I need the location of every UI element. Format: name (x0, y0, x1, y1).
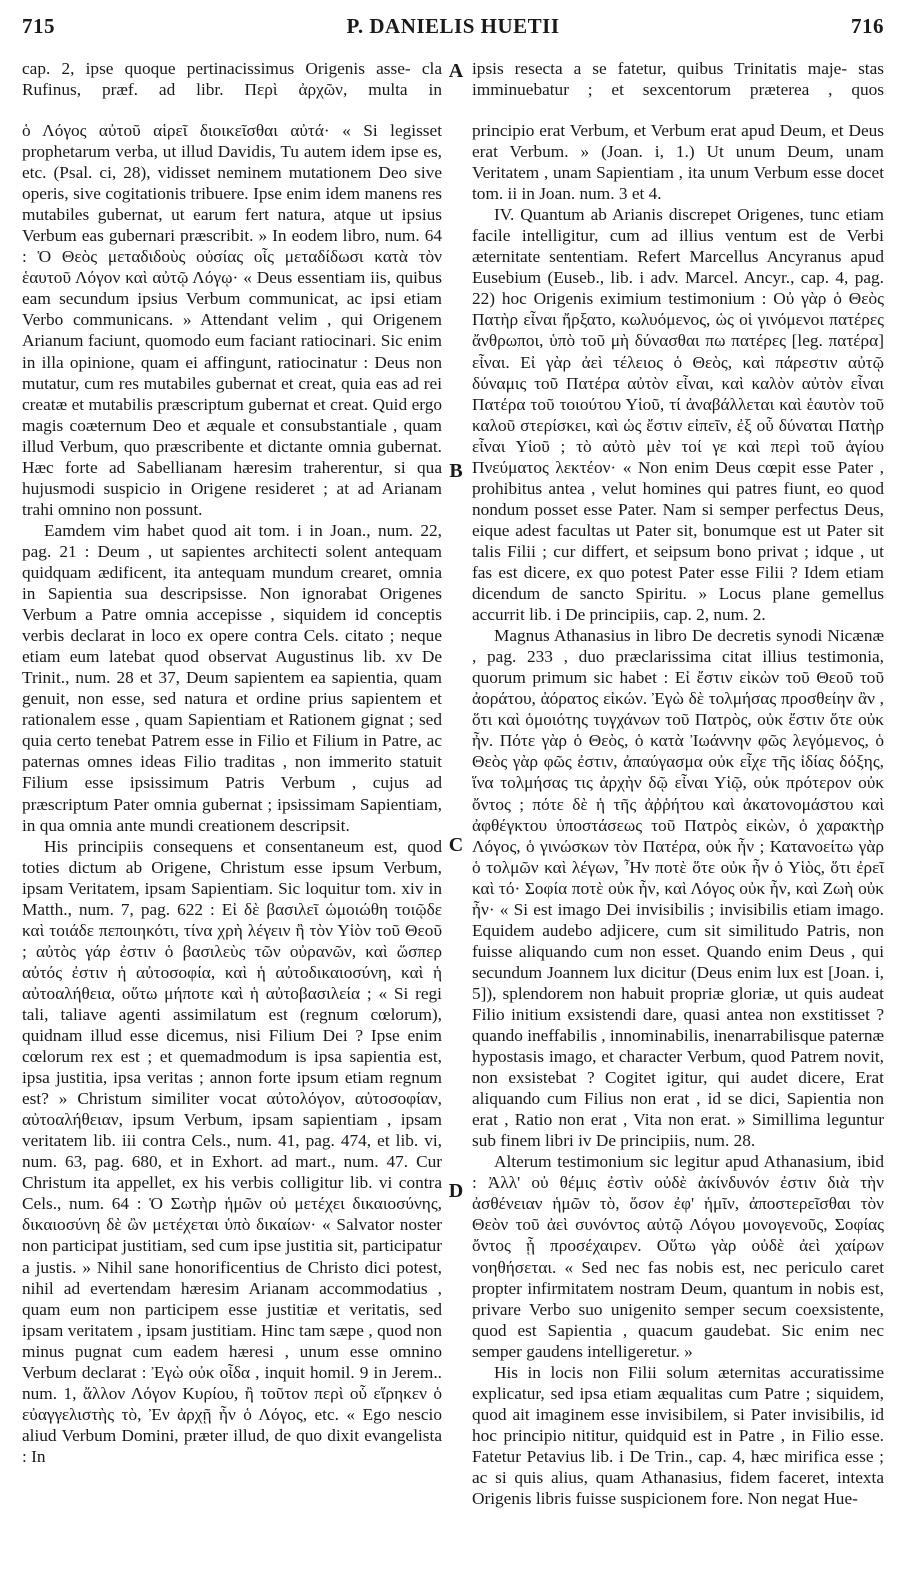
paragraph: ὁ Λόγος αὐτοῦ αἱρεῖ διοικεῖσθαι αὐτά· « Si legisset prophetarum verba, ut illud Davidis, Tu autem idem ipse es, etc. (Psal. ci, 28), vidisset neminem mutationem Deo sive operis, sive cogitationis tribuere. Ipse enim idem manens res mutabiles gubernat, ut earum fert natura, atque ut ipsius Verbum eas gubernari præscribit. » In eodem libro, num. 64 : Ὁ Θεὸς μεταδιδοὺς οὐσίας οἷς μεταδίδωσι κατὰ τὸν ἑαυτοῦ Λόγον καὶ αὐτῷ Λόγῳ· « Deus essentiam iis, quibus eam secundum ipsius Verbum communicat, ac ipsi etiam Verbo communicans. » Attendant velim , qui Origenem Arianum faciunt, quomodo eum faciant ratiocinari. Sic enim in illa opinione, quam ei affingunt, ratiocinatur : Deus non mutatur, cum res mutabiles gubernat et creat, quia eas ad rei creatæ et mutabilis præscriptum gubernat et creat. Quid ergo magis coæternum Deo et æquale et consubstantiale , quam illud Verbum, quo præscribente et dictante omnia gubernat. Hæc forte ad Sabellianam hæresim traherentur, si qua hujusmodi suspicio in Origene resideret ; at ad Arianam trahi omnino non possunt. (22, 121, 442, 519)
running-title: P. DANIELIS HUETII (346, 14, 560, 38)
paragraph: Magnus Athanasius in libro De decretis synodi Nicænæ , pag. 233 , duo præclarissima citat illius testimonia, quorum primum sic habet : Εἰ ἔστιν εἰκὼν τοῦ Θεοῦ τοῦ ἀοράτου, ἀόρατος εἰκών. Ἐγὼ δὲ τολμήσας προσθείην ἂν , ὅτι καὶ ὁμοιότης τυγχάνων τοῦ Πατρὸς, οὐκ ἔστιν ὅτε οὐκ ἦν. Πότε γὰρ ὁ Θεὸς, ὁ κατὰ Ἰωάννην φῶς λεγόμενος, ὁ Θεὸς γὰρ φῶς ἐστιν, ἀπαύγασμα οὐκ εἶχε τῆς ἰδίας δόξης, ἵνα τολμήσας τις ἀρχὴν δῷ εἶναι Υἱῷ, οὐκ πρότερον οὐκ ὄντος ; πότε δὲ ἡ τῆς ἀῤῥήτου καὶ ἀκατονομάστου καὶ ἀφθέγκτου ὑποστάσεως τοῦ Πατρὸς εἰκὼν, ὁ χαρακτὴρ Λόγος, ὁ γινώσκων τὸν Πατέρα, οὐκ ἦν ; Κατανοείτω γὰρ ὁ τολμῶν καὶ λέγων, Ἦν ποτὲ ὅτε οὐκ ἦν ὁ Υἱὸς, ὅτι ἐρεῖ καὶ τό· Σοφία ποτὲ οὐκ ἦν, καὶ Λόγος οὐκ ἦν, καὶ Ζωὴ οὐκ ἦν· « Si est imago Dei invisibilis ; invisibilis etiam imago. Equidem audebo adjicere, cum sit similitudo Patris, non fuisse aliquando cum non esset. Quando enim Deus , qui secundum Joannem lux dicitur (Deus enim lux est [Joan. i, 5]), splendorem non habuit propriæ gloriæ, ut quis audeat Filio initium exsistendi dare, quasi antea non exstitisset ? quando ineffabilis , innominabilis, inenarrabilisque paternæ hypostasis imago, et character Verbum, quod Patrem novit, non exsistebat ? Cogitet igitur, qui audet dicere, Erat aliquando cum Filius non erat , id se dici, Sapientia non erat , Ratio non erat , Vita non erat. » Simillima leguntur sub finem libri iv De principiis, num. 28. (472, 626, 884, 1151)
paragraph: His in locis non Filii solum æternitas accuratissime explicatur, sed ipsa etiam æqualitas cum Patre ; siquidem, quod ait imaginem esse invisibilem, si Pater invisibilis, id hoc principio nititur, quidquid est in Patre , in Filio esse. Fatetur Petavius lib. i De Trin., cap. 4, hæc mirifica esse ; ac si quis alius, quam Athanasius, fidem faceret, intexta Origenis libris fuisse suspicionem fore. Non negat Hue- (472, 1362, 884, 1509)
page-number-left: 715 (22, 14, 55, 38)
margin-letter-d: D (448, 1180, 464, 1202)
top-text-right: ipsis resecta a se fatetur, quibus Trinitatis maje- stas imminuebatur ; et sexcentorum præterea , quos (472, 59, 884, 99)
margin-letter-b: B (449, 460, 463, 482)
paragraph: Alterum testimonium sic legitur apud Athanasium, ibid : Ἀλλ' οὐ θέμις ἐστὶν οὐδὲ ἀκίνδυνόν ἐστιν διὰ τὴν ἀσθένειαν ἡμῶν τὸ, ὅσον ἐφ' ἡμῖν, ἀποστερεῖσθαι τὸν Θεὸν τοῦ ἀεὶ συνόντος αὐτῷ Λόγου μονογενοῦς, Σοφίας ὄντος ᾗ προσέχαιρεν. Οὕτω γὰρ οὐδὲ ἀεὶ χαίρων νοηθήσεται. « Sed nec fas nobis est, nec periculo caret propter infirmitatem nostram Deum, quantum in nobis est, privare Verbo suo unigenito semper secum coexsistente, quod est Sapientia , quacum gaudebat. Sic enim nec semper gaudens intelligeretur. » (472, 1152, 884, 1361)
left-column (22, 120, 442, 1467)
paragraph: principio erat Verbum, et Verbum erat apud Deum, et Deus erat Verbum. » (Joan. i, 1.) Ut unum Deum, unam Veritatem , unam Sapientiam , ita unum Verbum esse docet tom. ii in Joan. num. 3 et 4. (472, 121, 884, 204)
top-text-left: cap. 2, ipse quoque pertinacissimus Origenis asse- cla Rufinus, præf. ad libr. Περὶ ἀρχῶν, multa in (22, 59, 442, 99)
page-number-right: 716 (851, 14, 884, 38)
paragraph: IV. Quantum ab Arianis discrepet Origenes, tunc etiam facile intelligitur, cum ad illius ventum est de Verbi æternitate sententiam. Refert Marcellus Ancyranus apud Eusebium (Euseb., lib. i adv. Marcel. Ancyr., cap. 4, pag. 22) hoc Origenis eximium testimonium : Οὐ γὰρ ὁ Θεὸς Πατὴρ εἶναι ἤρξατο, κωλυόμενος, ὡς οἱ γινόμενοι πατέρες ἄνθρωποι, ὑπὸ τοῦ μὴ δύνασθαι πω πατέρες [leg. πατέρα] εἶναι. Εἰ γὰρ ἀεὶ τέλειος ὁ Θεὸς, καὶ πάρεστιν αὐτῷ δύναμις τοῦ Πατέρα αὐτὸν εἶναι, καὶ καλὸν αὐτὸν εἶναι Πατέρα τοῦ τοιούτου Υἱοῦ, τί ἀναβάλλεται καὶ ἑαυτὸν τοῦ καλοῦ στερίσκει, καὶ ὡς ἔστιν εἰπεῖν, ἐξ οὗ δύναται Πατὴρ εἶναι Υἱοῦ ; τὸ αὐτὸ μὲν τοί γε καὶ περὶ τοῦ ἁγίου Πνεύματος λεκτέον· « Non enim Deus cœpit esse Pater , prohibitus antea , velut homines qui patres fiunt, eo quod nondum posset esse Pater. Nam si semper perfectus Deus, eique adest facultas ut Pater sit, bonumque est ut Pater sit talis Filii ; cur differt, et seipsum bono privat ; idque , ut fas est dicere, ex quo potest Pater esse Filii ? Idem etiam dicendum de sancto Spiritu. » Locus plane gemellus accurrit lib. i De principiis, cap. 2, num. 2. (472, 205, 884, 625)
right-column (472, 120, 884, 1509)
page-header (22, 14, 884, 40)
margin-letter-c: C (448, 834, 464, 856)
paragraph: His principiis consequens et consentaneum est, quod toties dictum ab Origene, Christum esse ipsum Verbum, ipsam Veritatem, ipsam Sapientiam. Sic loquitur tom. xiv in Matth., num. 7, pag. 622 : Εἰ δὲ βασιλεῖ ὡμοιώθη τοιῷδε καὶ τοιάδε πεποιηκότι, τίνα χρὴ λέγειν ἢ τὸν Υἱὸν τοῦ Θεοῦ ; αὐτὸς γάρ ἐστιν ὁ βασιλεὺς τῶν οὐρανῶν, καὶ ὥσπερ αὐτός ἐστιν ἡ αὐτοσοφία, καὶ ἡ αὐτοδικαιοσύνη, καὶ ἡ αὐτοαλήθεια, οὕτω μήποτε καὶ ἡ αὐτοβασιλεία ; « Si regi tali, taliave agenti assimilatum est (regnum cœlorum), quidnam illud esse dicemus, nisi Filium Dei ? Ipse enim cœlorum rex est ; et quemadmodum is ipsa sapientia est, ipsa justitia, ipsa veritas ; annon forte ipsum etiam regnum est? » Christum similiter vocat αὐτολόγον, αὐτοσοφίαν, αὐτοαλήθειαν, ipsum Verbum, ipsam sapientiam , ipsam veritatem lib. iii contra Cels., num. 41, pag. 474, et lib. vi, num. 63, pag. 680, et in Exhort. ad mart., num. 47. Cur Christum ita appellet, ex his verbis colligitur lib. vi contra Cels., num. 64 : Ὁ Σωτὴρ ἡμῶν οὐ μετέχει δικαιοσύνης, δικαιοσύνη δὲ ὢν μετέχεται ὑπὸ δικαίων· « Salvator noster non participat justitiam, sed cum ipse justitia sit, participatur a justis. » Nihil sane honorificentius de Christo dici potest, nihil ad evertendam hæresim Arianam accommodatius , quam eum non participem esse justitiæ et veritatis, sed ipsam veritatem , ipsam justitiam. Hinc tam sæpe , quod non minus pugnat cum eadem hæresi , unum esse omnino Verbum declarat : Ἐγὼ οὐκ οἶδα , inquit homil. 9 in Jerem.. num. 1, ἄλλον Λόγον Κυρίου, ἢ τοῦτον περὶ οὗ εἴρηκεν ὁ εὐαγγελιστὴς τὸ, Ἐν ἀρχῇ ἦν ὁ Λόγος, etc. « Ego nescio aliud Verbum Domini, præter illud, de quo dixit evangelista : In (22, 836, 442, 1466)
margin-letter-a: A (448, 60, 464, 82)
paragraph: Eamdem vim habet quod ait tom. i in Joan., num. 22, pag. 21 : Deum , ut sapientes architecti solent antequam quidquam ædificent, ita antequam mundum crearet, omnia in Sapientia sua descripsisse. Non ignorabat Origenes Verbum a Patre omnia accepisse , siquidem id conceptis verbis declarat in loco ex opere contra Cels. citato ; neque etiam eum latebat quod observat Augustinus lib. xv De Trinit., num. 28 et 37, Deum sapientem ea sapientia, quam genuit, non esse, sed natura et ordine prius sapientem et rationalem esse , quam Sapientiam et Rationem gignat ; sed quia certo tenebat Patrem esse in Filio et Filium in Patre, ac paternas omnes ideas Filio traditas , non immerito statuit Filium esse ipsissimum Patris Verbum , cujus ad præscriptum Pater omnia gubernat ; ipsissimam Sapientiam, in qua omnia ante mundi creationem descripsit. (22, 520, 442, 835)
